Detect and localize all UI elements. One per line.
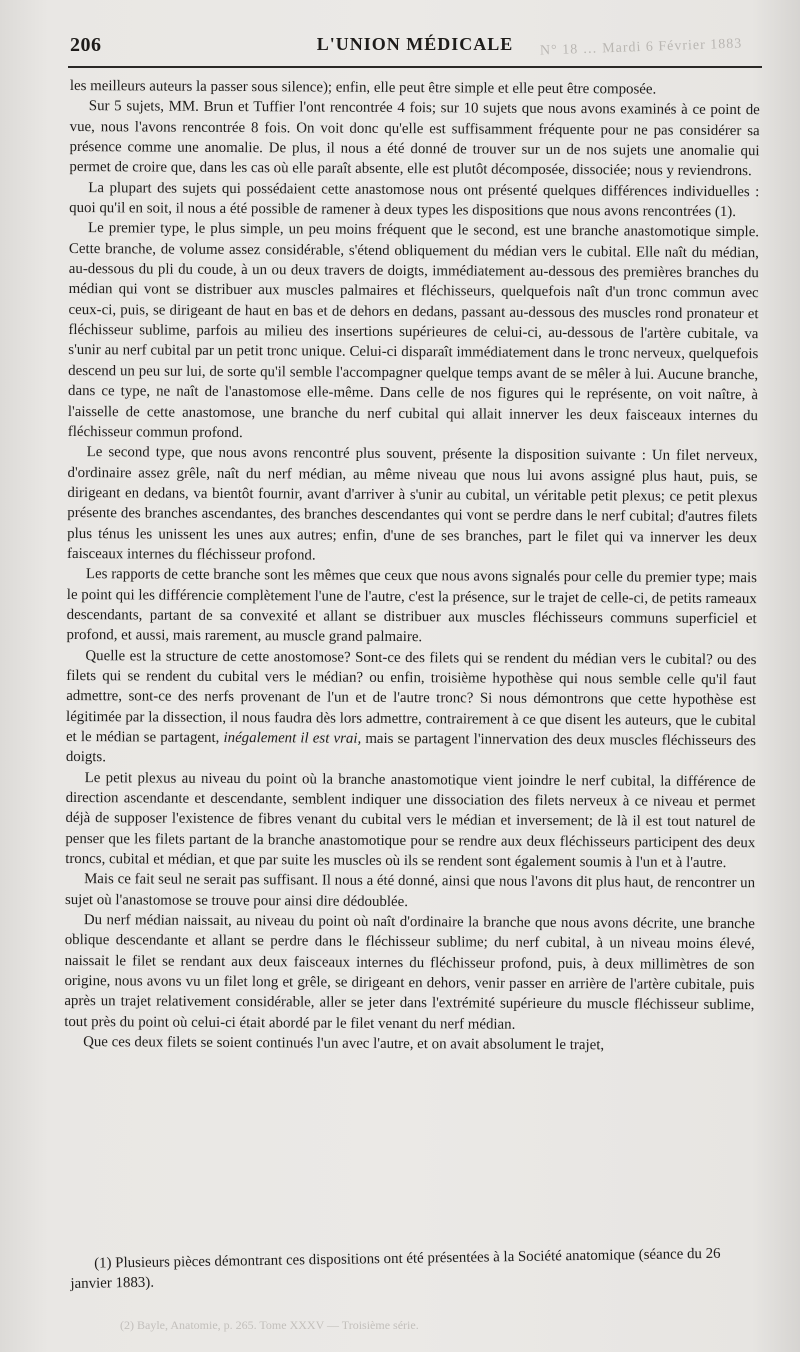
paragraph: La plupart des sujets qui possédaient cette anastomose nous ont présenté quelques différences individuelles : quoi qu'il en soit, il nous a été possible de ramener à deux types les dispositions que nous avons rencontrées (1). bbox=[69, 179, 760, 221]
page-number: 206 bbox=[70, 34, 102, 56]
paragraph: Les rapports de cette branche sont les mêmes que ceux que nous avons signalés pour celle du premier type; mais le point qui les différencie complètement l'une de l'autre, c'est la présence, sur le trajet de celle-ci, de petits rameaux descendants, partant de sa convexité et allant se distribuer aux muscles fléchisseurs communs superficiel et profond, et aussi, mais rarement, au muscle grand palmaire. bbox=[66, 566, 757, 646]
paragraph: Le premier type, le plus simple, un peu moins fréquent que le second, est une branche anastomotique simple. Cette branche, de volume assez considérable, s'étend obliquement du médian vers le cubital. Elle naît du médian, au-dessous du pli du coude, à un ou deux travers de doigts, immédiatement au-dessous des premières branches du médian qui vont se distribuer aux muscles palmaires et fléchisseurs, quelquefois naît d'un tronc commun avec ceux-ci, puis, se dirigeant de haut en bas et de dehors en dedans, passant au-dessous des muscles rond pronateur et fléchisseur sublime, parfois au milieu des insertions supérieures de celui-ci, au-dessous de l'artère cubitale, va s'unir au nerf cubital par un petit tronc unique. Celui-ci disparaît immédiatement dans le tronc nerveux, quelquefois descend un peu sur lui, de sorte qu'il semble l'accompagner quelque temps avant de se mêler à lui. Aucune branche, dans ce type, ne naît de l'anastomose elle-même. Dans celle de nos figures qui le représente, on voit naître, à l'aisselle de cette anastomose, une branche du nerf cubital qui allait innerver les deux faisceaux internes du fléchisseur commun profond. bbox=[67, 220, 760, 441]
paragraph: Le second type, que nous avons rencontré plus souvent, présente la disposition suivante : Un filet nerveux, d'ordinaire assez grêle, naît du nerf médian, au même niveau que nous lui avons assigné plus haut, puis, se dirigeant en dedans, va bientôt fournir, avant d'arriver à s'unir au cubital, un véritable petit plexus; ce petit plexus présente des branches ascendantes, des branches descendantes qui vont se perdre dans le nerf cubital; d'autres filets plus ténus les unissent les unes aux autres; enfin, d'une de ses branches, part le filet qui va innerver les deux faisceaux internes du fléchisseur profond. bbox=[67, 444, 758, 564]
bleed-through-text: N° 18 … Mardi 6 Février 1883 bbox=[539, 36, 743, 59]
paragraph: Que ces deux filets se soient continués l'un avec l'autre, et on avait absolument le trajet, bbox=[83, 1034, 605, 1054]
paragraph: Le petit plexus au niveau du point où la branche anastomotique vient joindre le nerf cubital, la différence de direction ascendante et descendante, semblent indiquer une dissociation des filets nerveux à ce niveau et permet déjà de supposer l'existence de fibres venant du cubital vers le médian et inversement; de là il est tout naturel de penser que les filets partant de la branche anastomotique pour se rendre aux deux fléchisseurs participent des deux troncs, cubital et médian, et que par suite les muscles où ils se rendent sont également soumis à l'un et à l'autre. bbox=[65, 769, 756, 872]
paragraph: Du nerf médian naissait, au niveau du point où naît d'ordinaire la branche que nous avons décrite, une branche oblique descendante et allant se perdre dans le fléchisseur sublime; du nerf cubital, à un niveau moins élevé, naissait le filet se rendant aux deux faisceaux internes du fléchisseur profond, puis, à deux millimètres de son origine, nous avons vu un filet long et grêle, se dirigeant en dehors, venir passer en arrière de l'artère cubitale, puis après un trajet relativement considérable, aller se jeter dans l'extrémité supérieure du muscle fléchisseur sublime, tout près du point où celui-ci était abordé par le filet venant du nerf médian. bbox=[64, 912, 755, 1033]
running-title: L'UNION MÉDICALE bbox=[316, 34, 514, 54]
italic-emphasis: inégalement il est vrai, bbox=[223, 729, 362, 747]
paragraph: Mais ce fait seul ne serait pas suffisant. Il nous a été donné, ainsi que nous l'avons dit plus haut, de rencontrer un sujet où l'anastomose se trouve pour ainsi dire dédoublée. bbox=[64, 871, 756, 910]
bleed-through-bottom: (2) Bayle, Anatomie, p. 265. Tome XXXV — Troisième série. bbox=[120, 1318, 419, 1332]
paragraph-text: Quelle est la structure de cette anostomose? Sont-ce des filets qui se rendent du médian vers le cubital? ou des filets qui se rendent du cubital vers le médian? ou enfin, troisième hypothèse qui nous semble celle qu'il faut admettre, sont-ce des nerfs provenant de l'un et de l'autre tronc? Si nous démontrons que cette hypothèse est légitimée par la dissection, il nous faudra dès lors admettre, contrairement à ce que disent les auteurs, que le cubital et le médian se partagent, bbox=[65, 647, 757, 746]
paragraph: les meilleurs auteurs la passer sous silence); enfin, elle peut être simple et elle peut être composée. bbox=[69, 77, 657, 98]
header-rule bbox=[68, 66, 762, 68]
footnote-text: (1) Plusieurs pièces démontrant ces dispositions ont été présentées à la Société anatomique (séance du 26 janvier 1883). bbox=[70, 1245, 721, 1292]
footnote bbox=[70, 1243, 761, 1294]
paragraph bbox=[66, 646, 757, 772]
paragraph-text: mais se partagent l'innervation des deux muscles fléchisseurs des doigts. bbox=[65, 730, 756, 766]
article-body bbox=[64, 76, 760, 1057]
page-header bbox=[70, 28, 760, 62]
paragraph: Sur 5 sujets, MM. Brun et Tuffier l'ont rencontrée 4 fois; sur 10 sujets que nous avons examinés à ce point de vue, nous l'avons rencontrée 8 fois. On voit donc qu'elle est suffisamment fréquente pour ne pas considérer sa présence comme une anomalie. De plus, il nous a été donné de trouver sur un de nos sujets une anomalie qui permet de croire que, dans les cas où elle paraît absente, elle est plutôt décomposée, dissociée; nous y reviendrons. bbox=[69, 98, 760, 180]
